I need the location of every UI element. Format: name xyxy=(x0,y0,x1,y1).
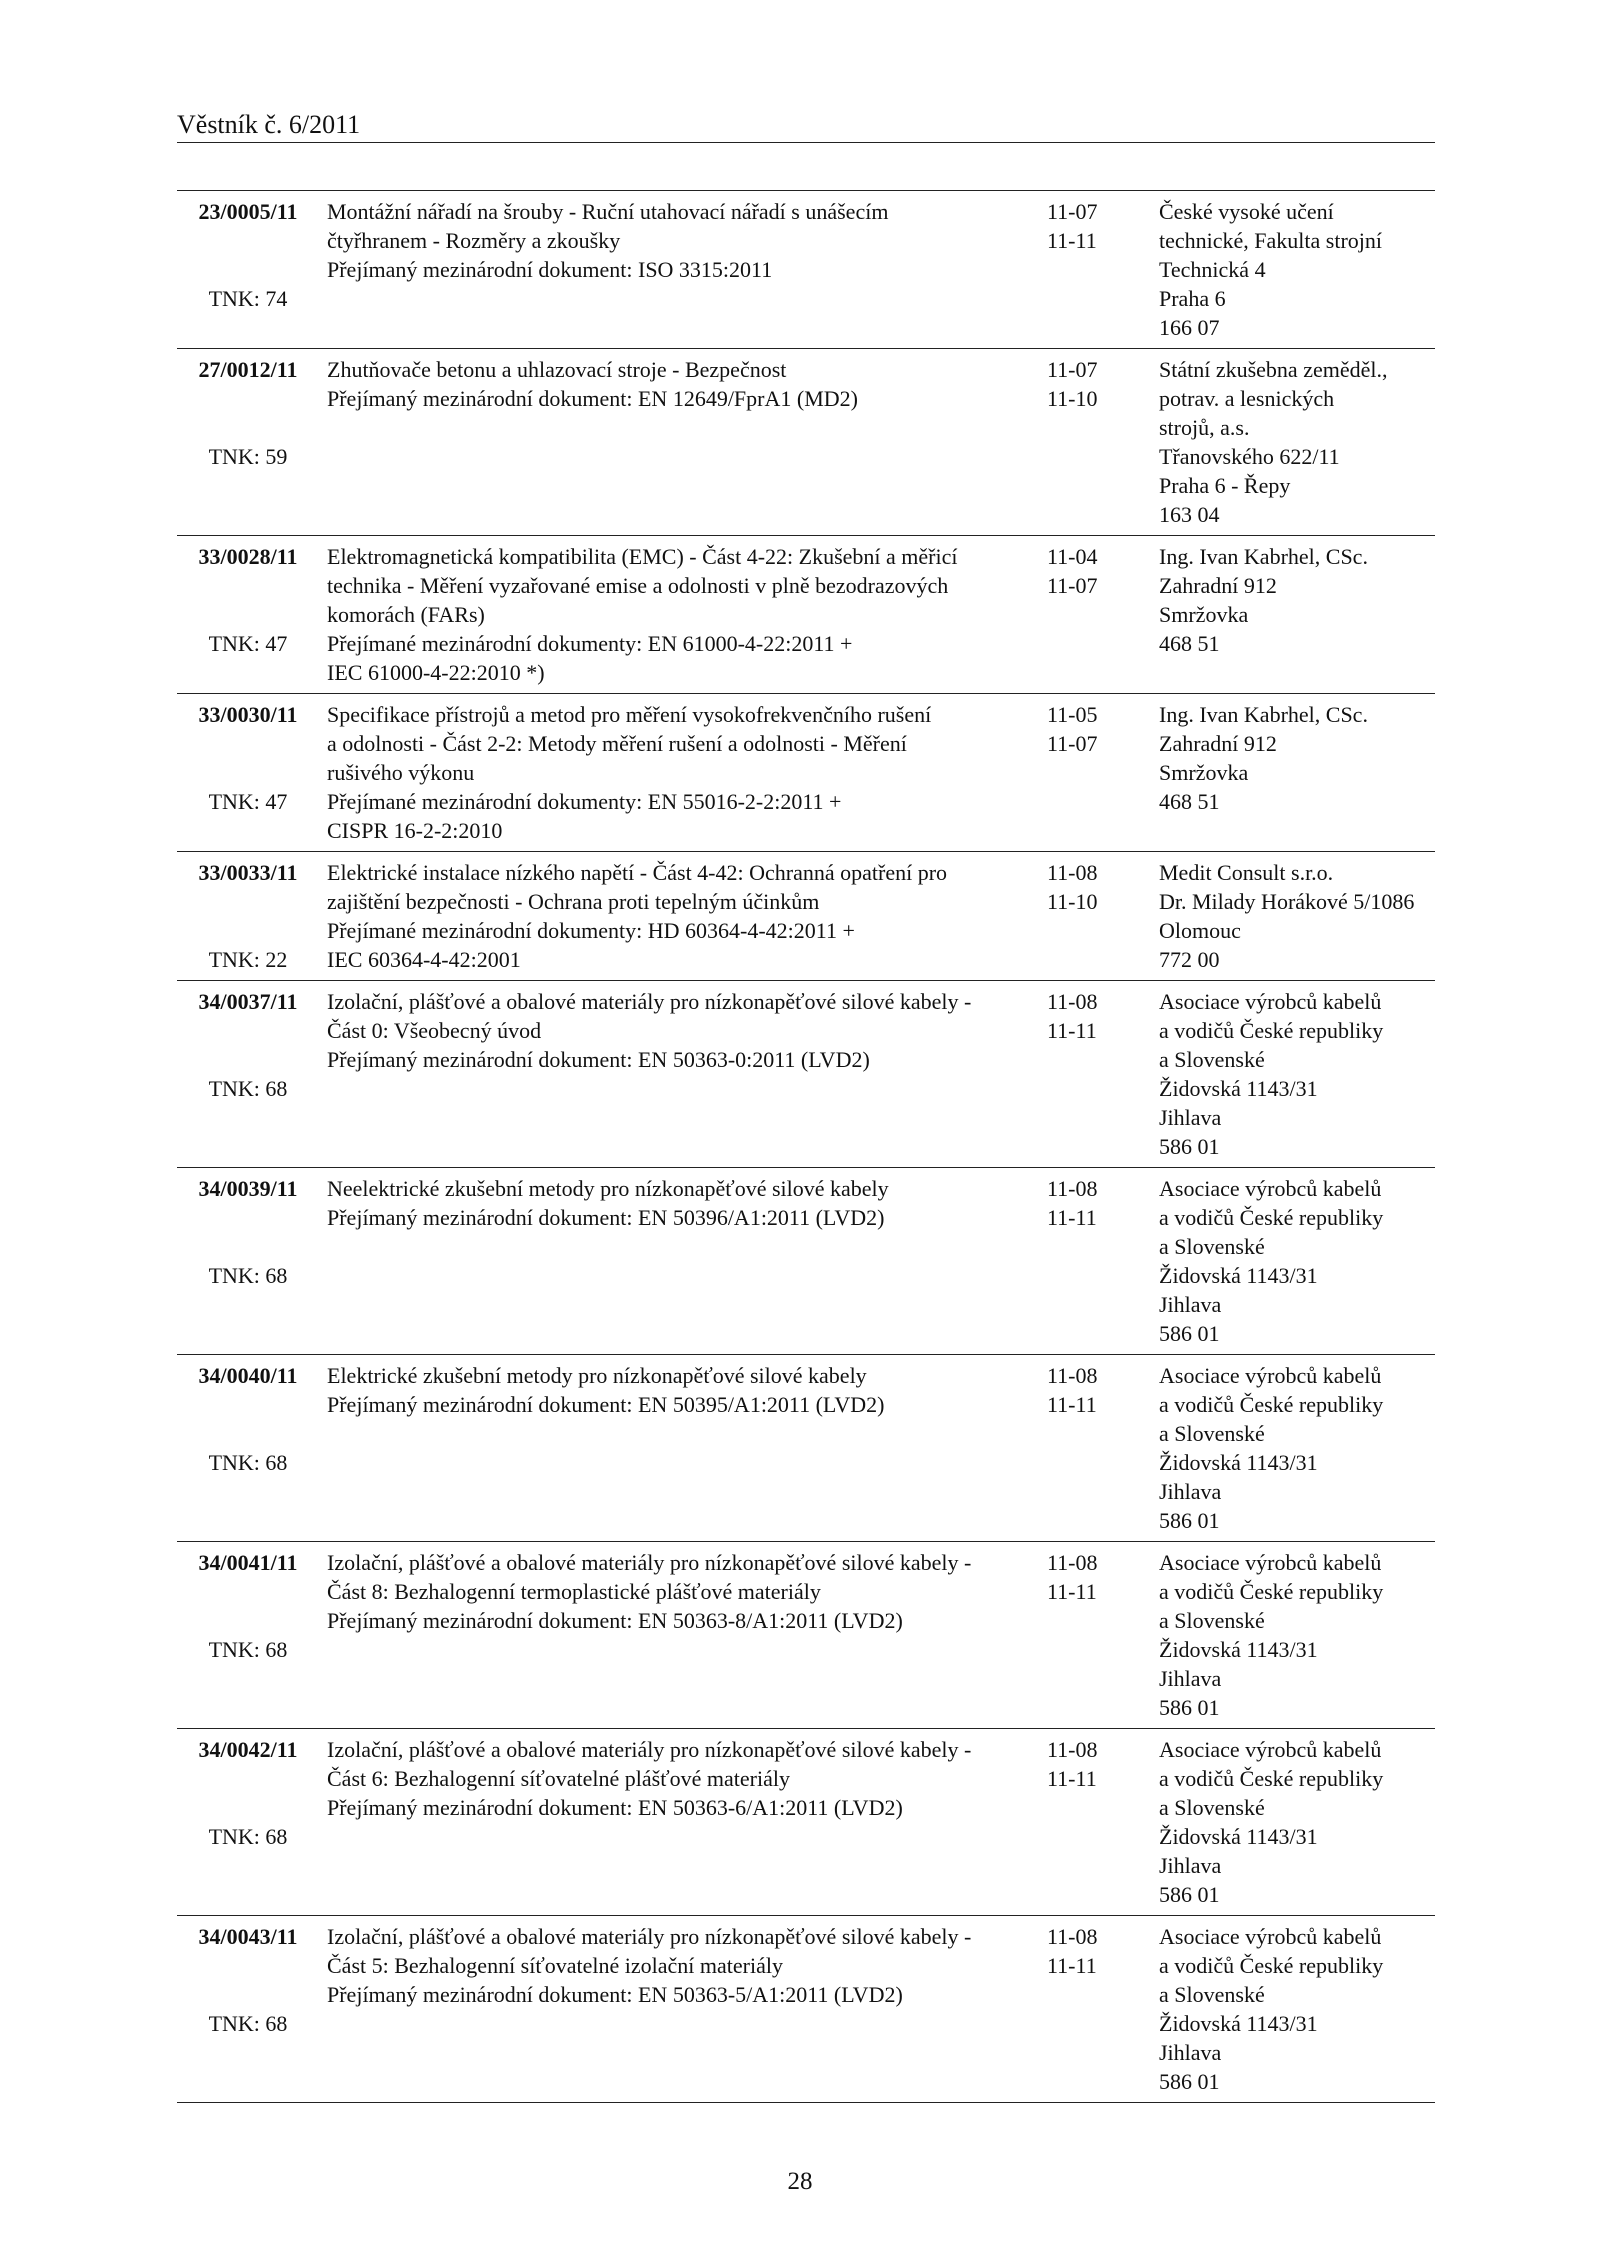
record-number: 23/0005/11 xyxy=(198,199,298,224)
record-number: 34/0039/11 xyxy=(198,1176,298,1201)
record-address-line: Zahradní 912 xyxy=(1159,573,1277,598)
record-date: 11-08 xyxy=(1047,1363,1098,1388)
record-address-line: a Slovenské xyxy=(1159,1982,1265,2007)
record-date: 11-08 xyxy=(1047,1550,1098,1575)
record-id-cell xyxy=(177,1174,319,1348)
record-title-line: Přejímané mezinárodní dokumenty: EN 61000-4-22:2011 + xyxy=(327,631,853,656)
record-title-line: zajištění bezpečnosti - Ochrana proti tepelným účinkům xyxy=(327,889,820,914)
record-title-cell xyxy=(319,1361,1047,1535)
record-address-line: Ing. Ivan Kabrhel, CSc. xyxy=(1159,702,1368,727)
record-title-line: rušivého výkonu xyxy=(327,760,475,785)
record-number: 34/0042/11 xyxy=(198,1737,298,1762)
record-date: 11-08 xyxy=(1047,1737,1098,1762)
record-address-line: Olomouc xyxy=(1159,918,1241,943)
record-address-line: 586 01 xyxy=(1159,1134,1220,1159)
record-title-line: Specifikace přístrojů a metod pro měření vysokofrekvenčního rušení xyxy=(327,702,932,727)
record-dates-cell xyxy=(1047,1922,1154,2096)
record-tnk: TNK: 68 xyxy=(208,1263,288,1288)
record-date: 11-08 xyxy=(1047,1176,1098,1201)
record-address-line: 166 07 xyxy=(1159,315,1220,340)
record-number: 34/0043/11 xyxy=(198,1924,298,1949)
record-address-line: a vodičů České republiky xyxy=(1159,1579,1384,1604)
record-title-line: Část 0: Všeobecný úvod xyxy=(327,1018,542,1043)
record-address-line: Židovská 1143/31 xyxy=(1159,1637,1318,1662)
record-title-line: IEC 60364-4-42:2001 xyxy=(327,947,521,972)
record-address-line: 163 04 xyxy=(1159,502,1220,527)
record-row xyxy=(177,1168,1435,1355)
record-tnk: TNK: 68 xyxy=(208,1824,288,1849)
record-address-line: Židovská 1143/31 xyxy=(1159,1263,1318,1288)
record-address-line: 772 00 xyxy=(1159,947,1220,972)
record-dates-cell xyxy=(1047,858,1154,974)
record-title-line: Přejímaný mezinárodní dokument: EN 50363-5/A1:2011 (LVD2) xyxy=(327,1982,903,2007)
record-dates-cell xyxy=(1047,1174,1154,1348)
record-address-line: Smržovka xyxy=(1159,602,1249,627)
record-title-cell xyxy=(319,987,1047,1161)
record-title-line: Část 5: Bezhalogenní síťovatelné izolační materiály xyxy=(327,1953,783,1978)
record-tnk: TNK: 47 xyxy=(208,631,288,656)
record-date: 11-11 xyxy=(1047,1205,1097,1230)
record-address-line: 586 01 xyxy=(1159,1882,1220,1907)
record-address-line: Asociace výrobců kabelů xyxy=(1159,989,1382,1014)
record-address-line: Jihlava xyxy=(1159,1853,1222,1878)
record-address-cell xyxy=(1154,1548,1435,1722)
record-id-cell xyxy=(177,1548,319,1722)
record-title-line: čtyřhranem - Rozměry a zkoušky xyxy=(327,228,621,253)
record-number: 33/0030/11 xyxy=(198,702,298,727)
record-number: 27/0012/11 xyxy=(198,357,298,382)
record-title-line: Přejímaný mezinárodní dokument: EN 50395/A1:2011 (LVD2) xyxy=(327,1392,885,1417)
record-title-line: Přejímaný mezinárodní dokument: EN 12649/FprA1 (MD2) xyxy=(327,386,858,411)
journal-title: Věstník č. 6/2011 xyxy=(177,110,361,139)
record-title-cell xyxy=(319,1174,1047,1348)
record-title-line: komorách (FARs) xyxy=(327,602,485,627)
record-address-line: Židovská 1143/31 xyxy=(1159,1450,1318,1475)
record-address-line: Smržovka xyxy=(1159,760,1249,785)
record-title-line: Přejímaný mezinárodní dokument: EN 50363-0:2011 (LVD2) xyxy=(327,1047,870,1072)
record-title-line: Přejímaný mezinárodní dokument: EN 50396/A1:2011 (LVD2) xyxy=(327,1205,885,1230)
record-address-line: strojů, a.s. xyxy=(1159,415,1250,440)
record-row xyxy=(177,349,1435,536)
record-tnk: TNK: 68 xyxy=(208,1076,288,1101)
record-date: 11-07 xyxy=(1047,573,1098,598)
record-title-cell xyxy=(319,1922,1047,2096)
record-id-cell xyxy=(177,542,319,687)
record-dates-cell xyxy=(1047,1361,1154,1535)
record-row xyxy=(177,694,1435,852)
record-address-line: 586 01 xyxy=(1159,1321,1220,1346)
record-id-cell xyxy=(177,858,319,974)
record-address-line: Zahradní 912 xyxy=(1159,731,1277,756)
record-date: 11-07 xyxy=(1047,357,1098,382)
record-title-cell xyxy=(319,1735,1047,1909)
record-address-cell xyxy=(1154,1735,1435,1909)
record-address-cell xyxy=(1154,987,1435,1161)
record-title-line: Přejímané mezinárodní dokumenty: HD 60364-4-42:2011 + xyxy=(327,918,855,943)
record-title-line: technika - Měření vyzařované emise a odolnosti v plně bezodrazových xyxy=(327,573,949,598)
record-id-cell xyxy=(177,700,319,845)
record-address-line: Židovská 1143/31 xyxy=(1159,1076,1318,1101)
record-address-line: Jihlava xyxy=(1159,1105,1222,1130)
record-title-line: IEC 61000-4-22:2010 *) xyxy=(327,660,545,685)
record-id-cell xyxy=(177,197,319,342)
record-address-line: a Slovenské xyxy=(1159,1608,1265,1633)
record-address-cell xyxy=(1154,1361,1435,1535)
record-address-line: Jihlava xyxy=(1159,1292,1222,1317)
record-title-line: Izolační, plášťové a obalové materiály pro nízkonapěťové silové kabely - xyxy=(327,1924,972,1949)
record-title-line: Elektrické instalace nízkého napětí - Část 4-42: Ochranná opatření pro xyxy=(327,860,948,885)
record-date: 11-11 xyxy=(1047,1018,1097,1043)
record-dates-cell xyxy=(1047,700,1154,845)
record-row xyxy=(177,1542,1435,1729)
record-date: 11-04 xyxy=(1047,544,1098,569)
page-header xyxy=(177,110,1435,143)
record-address-line: a vodičů České republiky xyxy=(1159,1953,1384,1978)
record-address-line: Asociace výrobců kabelů xyxy=(1159,1550,1382,1575)
record-dates-cell xyxy=(1047,1548,1154,1722)
record-title-line: Zhutňovače betonu a uhlazovací stroje - Bezpečnost xyxy=(327,357,787,382)
record-address-line: a Slovenské xyxy=(1159,1421,1265,1446)
record-address-line: a vodičů České republiky xyxy=(1159,1205,1384,1230)
record-title-line: Izolační, plášťové a obalové materiály pro nízkonapěťové silové kabely - xyxy=(327,1737,972,1762)
record-tnk: TNK: 74 xyxy=(208,286,288,311)
record-address-line: Jihlava xyxy=(1159,1666,1222,1691)
record-tnk: TNK: 68 xyxy=(208,1450,288,1475)
record-address-cell xyxy=(1154,700,1435,845)
record-title-line: Neelektrické zkušební metody pro nízkonapěťové silové kabely xyxy=(327,1176,889,1201)
record-id-cell xyxy=(177,1735,319,1909)
record-address-line: Technická 4 xyxy=(1159,257,1266,282)
record-row xyxy=(177,981,1435,1168)
record-number: 34/0041/11 xyxy=(198,1550,298,1575)
record-id-cell xyxy=(177,987,319,1161)
record-date: 11-11 xyxy=(1047,1392,1097,1417)
record-title-line: Přejímaný mezinárodní dokument: ISO 3315:2011 xyxy=(327,257,773,282)
record-date: 11-08 xyxy=(1047,1924,1098,1949)
record-address-line: Státní zkušebna zeměděl., xyxy=(1159,357,1388,382)
record-title-line: Část 8: Bezhalogenní termoplastické plášťové materiály xyxy=(327,1579,821,1604)
record-address-line: Praha 6 xyxy=(1159,286,1226,311)
record-number: 34/0037/11 xyxy=(198,989,298,1014)
record-title-line: a odolnosti - Část 2-2: Metody měření rušení a odolnosti - Měření xyxy=(327,731,907,756)
record-date: 11-05 xyxy=(1047,702,1098,727)
record-title-line: Izolační, plášťové a obalové materiály pro nízkonapěťové silové kabely - xyxy=(327,1550,972,1575)
record-address-line: Třanovského 622/11 xyxy=(1159,444,1340,469)
record-address-line: Židovská 1143/31 xyxy=(1159,1824,1318,1849)
record-tnk: TNK: 68 xyxy=(208,2011,288,2036)
record-address-line: České vysoké učení xyxy=(1159,199,1334,224)
record-address-line: a vodičů České republiky xyxy=(1159,1018,1384,1043)
record-address-line: Asociace výrobců kabelů xyxy=(1159,1924,1382,1949)
record-date: 11-08 xyxy=(1047,989,1098,1014)
record-address-line: Asociace výrobců kabelů xyxy=(1159,1176,1382,1201)
record-title-line: Přejímaný mezinárodní dokument: EN 50363-8/A1:2011 (LVD2) xyxy=(327,1608,903,1633)
record-address-line: Jihlava xyxy=(1159,2040,1222,2065)
record-title-line: Elektromagnetická kompatibilita (EMC) - Část 4-22: Zkušební a měřicí xyxy=(327,544,958,569)
record-address-line: 586 01 xyxy=(1159,1508,1220,1533)
record-row xyxy=(177,1916,1435,2103)
record-address-line: technické, Fakulta strojní xyxy=(1159,228,1382,253)
record-title-cell xyxy=(319,355,1047,529)
record-title-cell xyxy=(319,700,1047,845)
record-title-line: Montážní nářadí na šrouby - Ruční utahovací nářadí s unášecím xyxy=(327,199,889,224)
record-dates-cell xyxy=(1047,1735,1154,1909)
record-date: 11-11 xyxy=(1047,1579,1097,1604)
records-table xyxy=(177,190,1435,2103)
record-row xyxy=(177,1355,1435,1542)
record-dates-cell xyxy=(1047,197,1154,342)
record-address-line: 586 01 xyxy=(1159,2069,1220,2094)
record-address-line: Asociace výrobců kabelů xyxy=(1159,1363,1382,1388)
record-date: 11-07 xyxy=(1047,199,1098,224)
record-address-line: Jihlava xyxy=(1159,1479,1222,1504)
record-title-line: Přejímaný mezinárodní dokument: EN 50363-6/A1:2011 (LVD2) xyxy=(327,1795,903,1820)
record-number: 34/0040/11 xyxy=(198,1363,298,1388)
record-tnk: TNK: 68 xyxy=(208,1637,288,1662)
record-row xyxy=(177,1729,1435,1916)
record-id-cell xyxy=(177,1922,319,2096)
record-address-line: 468 51 xyxy=(1159,631,1220,656)
record-number: 33/0028/11 xyxy=(198,544,298,569)
record-title-line: Elektrické zkušební metody pro nízkonapěťové silové kabely xyxy=(327,1363,867,1388)
record-row xyxy=(177,536,1435,694)
record-title-line: Izolační, plášťové a obalové materiály pro nízkonapěťové silové kabely - xyxy=(327,989,972,1014)
record-address-cell xyxy=(1154,542,1435,687)
record-address-line: 468 51 xyxy=(1159,789,1220,814)
record-id-cell xyxy=(177,355,319,529)
record-date: 11-10 xyxy=(1047,889,1098,914)
record-address-cell xyxy=(1154,858,1435,974)
record-title-line: Přejímané mezinárodní dokumenty: EN 55016-2-2:2011 + xyxy=(327,789,842,814)
record-address-line: 586 01 xyxy=(1159,1695,1220,1720)
record-address-line: a vodičů České republiky xyxy=(1159,1392,1384,1417)
record-address-line: Medit Consult s.r.o. xyxy=(1159,860,1334,885)
record-id-cell xyxy=(177,1361,319,1535)
record-address-line: a Slovenské xyxy=(1159,1795,1265,1820)
record-tnk: TNK: 59 xyxy=(208,444,288,469)
record-dates-cell xyxy=(1047,542,1154,687)
record-address-cell xyxy=(1154,197,1435,342)
record-title-cell xyxy=(319,542,1047,687)
record-date: 11-08 xyxy=(1047,860,1098,885)
record-date: 11-10 xyxy=(1047,386,1098,411)
record-address-line: a Slovenské xyxy=(1159,1047,1265,1072)
record-dates-cell xyxy=(1047,355,1154,529)
record-address-line: a Slovenské xyxy=(1159,1234,1265,1259)
record-date: 11-11 xyxy=(1047,1766,1097,1791)
record-address-line: Asociace výrobců kabelů xyxy=(1159,1737,1382,1762)
page-number: 28 xyxy=(787,2168,813,2195)
record-title-line: CISPR 16-2-2:2010 xyxy=(327,818,503,843)
record-row xyxy=(177,191,1435,349)
record-tnk: TNK: 47 xyxy=(208,789,288,814)
record-address-line: a vodičů České republiky xyxy=(1159,1766,1384,1791)
record-date: 11-11 xyxy=(1047,1953,1097,1978)
record-tnk: TNK: 22 xyxy=(208,947,288,972)
record-date: 11-07 xyxy=(1047,731,1098,756)
record-address-line: Praha 6 - Řepy xyxy=(1159,473,1291,498)
record-address-line: Židovská 1143/31 xyxy=(1159,2011,1318,2036)
record-title-cell xyxy=(319,1548,1047,1722)
record-date: 11-11 xyxy=(1047,228,1097,253)
record-address-cell xyxy=(1154,1922,1435,2096)
record-address-cell xyxy=(1154,1174,1435,1348)
record-dates-cell xyxy=(1047,987,1154,1161)
record-address-cell xyxy=(1154,355,1435,529)
record-title-cell xyxy=(319,858,1047,974)
record-title-line: Část 6: Bezhalogenní síťovatelné plášťové materiály xyxy=(327,1766,790,1791)
record-number: 33/0033/11 xyxy=(198,860,298,885)
record-address-line: Dr. Milady Horákové 5/1086 xyxy=(1159,889,1415,914)
record-address-line: potrav. a lesnických xyxy=(1159,386,1335,411)
record-row xyxy=(177,852,1435,981)
record-title-cell xyxy=(319,197,1047,342)
record-address-line: Ing. Ivan Kabrhel, CSc. xyxy=(1159,544,1368,569)
